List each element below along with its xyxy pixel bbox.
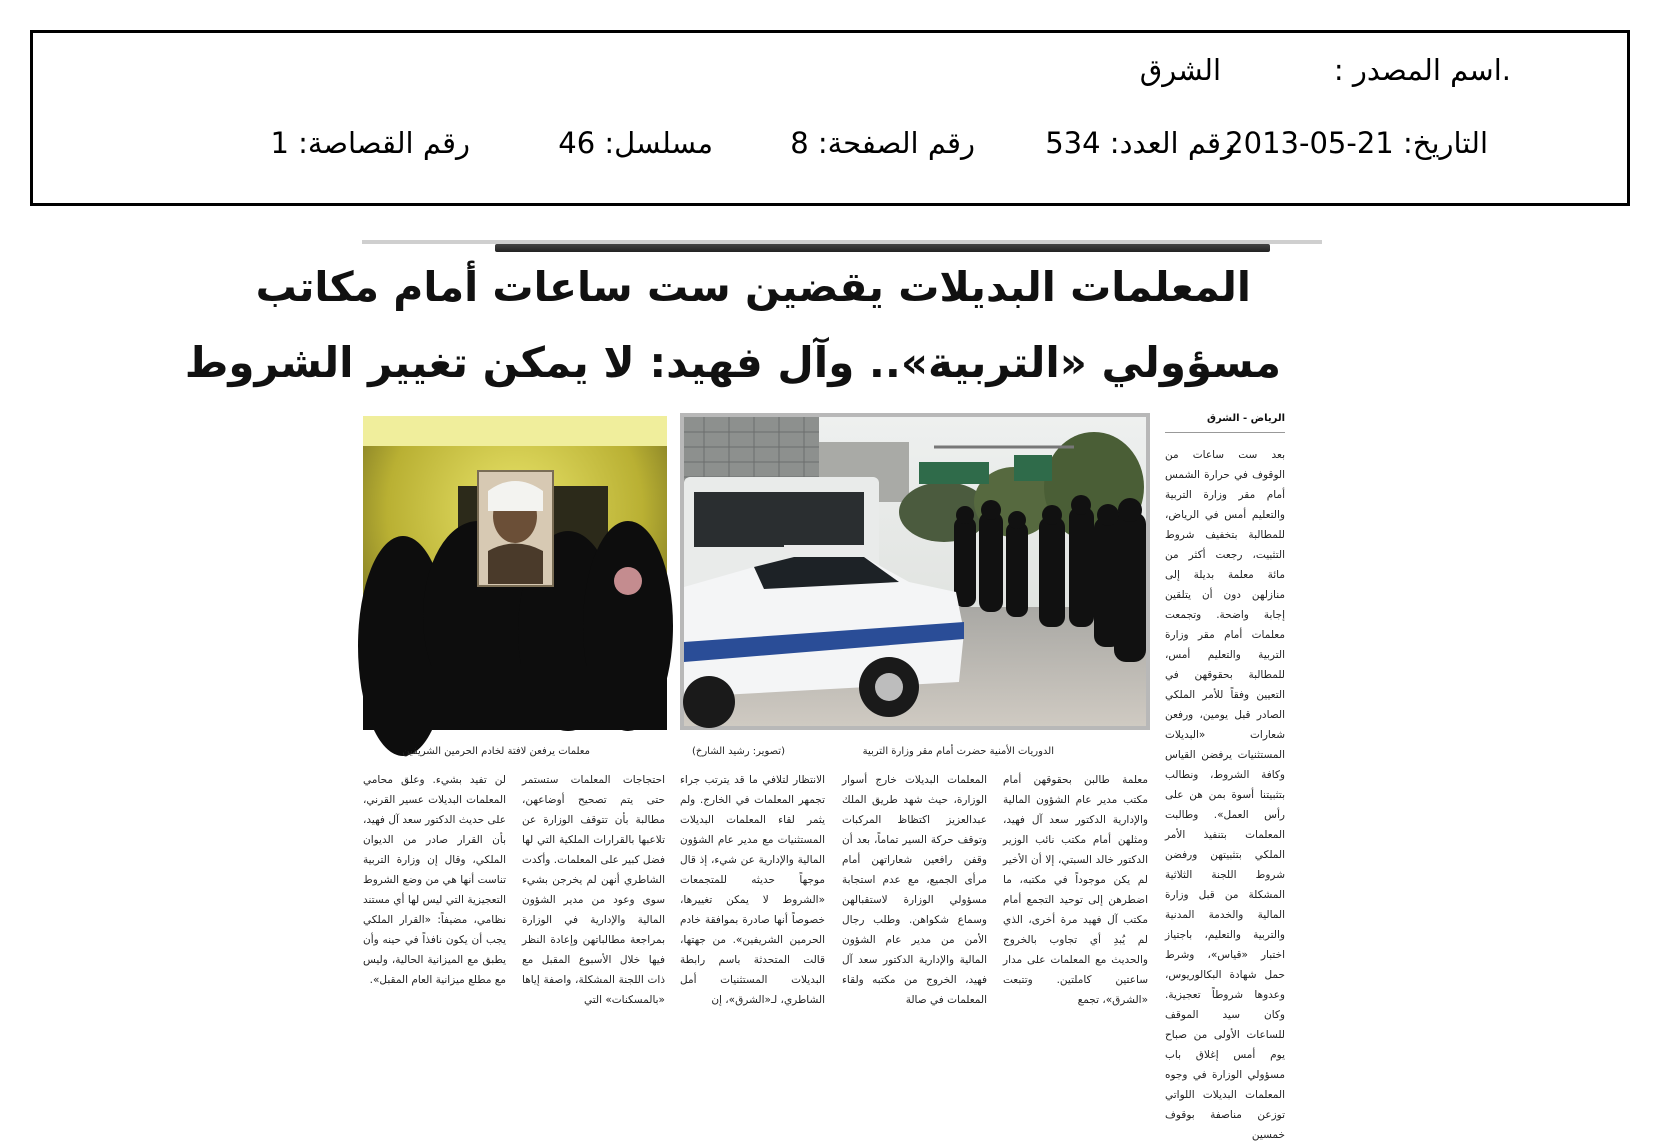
- clip-number-label: رقم القصاصة: 1: [270, 126, 470, 160]
- photo-left-caption: معلمات يرفعن لافتة لخادم الحرمين الشريفين: [402, 746, 590, 757]
- photo-police-car-graphic: [684, 417, 1146, 726]
- photo-police-car: [680, 413, 1150, 730]
- article-column-3-text: المعلمات البديلات خارج أسوار الوزارة، حيث شهد طريق الملك عبدالعزيز اكتظاظ المركبات وتوقف حركة السير تماماً، بعد أن وقفن رافعين شعاراتهن أمام مرأى الجميع، مع عدم استجابة مسؤولي الوزارة لاستقبالهن وسماع شكواهن. وطلب رجال الأمن من مدير عام الشؤون المالية والإدارية الدكتور سعد آل فهيد، الخروج من مكتبه ولقاء المعلمات في صالة: [842, 774, 987, 1006]
- issue-number-label: رقم العدد: 534: [1045, 126, 1235, 160]
- source-label: .اسم المصدر :: [1333, 53, 1511, 87]
- clipping-top-bar: [495, 244, 1270, 252]
- serial-number-label: مسلسل: 46: [558, 126, 713, 160]
- headline-line-1: المعلمات البديلات يقضين ست ساعات أمام مكاتب: [255, 263, 1251, 311]
- date-label: التاريخ: 21-05-2013: [1225, 126, 1488, 160]
- article-column-5-text: احتجاجات المعلمات ستستمر حتى يتم تصحيح أوضاعهن، مطالبة بأن تتوقف الوزارة عن تلاعبها بالقرارات الملكية التي لها فضل كبير على المعلمات. وأكدت الشاطري أنهن لم يخرجن بشيء سوى وعود من مدير الشؤون المالية والإدارية في الوزارة بمراجعة مطالباتهن وإعادة النظر فيها خلال الأسبوع المقبل مع ذات اللجنة المشكلة، واصفة إياها «بالمسكنات» التي: [522, 774, 665, 1006]
- article-column-1: [1165, 445, 1285, 1141]
- byline-rule: [1165, 432, 1285, 433]
- article-column-6: [363, 770, 506, 990]
- article-column-2: [1003, 770, 1148, 1006]
- page-number-label: رقم الصفحة: 8: [790, 126, 975, 160]
- source-value: الشرق: [1139, 53, 1221, 87]
- photo-women-portrait: [363, 416, 667, 730]
- headline-line-2: مسؤولي «التربية».. وآل فهيد: لا يمكن تغيير الشروط: [184, 338, 1281, 387]
- article-column-5: [522, 770, 665, 1006]
- byline: الرياض - الشرق: [1207, 413, 1285, 424]
- photo-credit: (تصوير: رشيد الشارخ): [691, 746, 785, 757]
- article-column-4-text: الانتظار لتلافي ما قد يترتب جراء تجمهر المعلمات في الخارج. ولم يثمر لقاء المعلمات البديلات المستثنيات مع مدير عام الشؤون المالية والإدارية عن شيء، إذ قال موجهاً حديثه للمتجمعات «الشروط لا يمكن تغييرها، خصوصاً أنها صادرة بموافقة خادم الحرمين الشريفين». من جهتها، قالت المتحدثة باسم رابطة البديلات المستثنيات أمل الشاطري، لـ«الشرق»، إن: [680, 774, 825, 1006]
- article-column-1-text: بعد ست ساعات من الوقوف في حرارة الشمس أمام مقر وزارة التربية والتعليم أمس في الرياض، للمطالبة بتخفيف شروط التثبيت، رجعت أكثر من مائة معلمة بديلة إلى منازلهن دون أن يتلقين إجابة واضحة. وتجمعت معلمات أمام مقر وزارة التربية والتعليم أمس، للمطالبة بحقوقهن في التعيين وفقاً للأمر الملكي الصادر قبل يومين، ورفعن شعارات «البديلات المستثنيات يرفضن القياس وكافة الشروط، ونطالب بتثبيتنا أسوة بمن هن على رأس العمل». وطالبت المعلمات بتنفيذ الأمر الملكي بتثبيتهن ورفضن شروط اللجنة الثلاثية المشكلة من قبل وزارة المالية والخدمة المدنية والتربية والتعليم، باجتياز اختبار «قياس»، وشرط حمل شهادة البكالوريوس، وعدوها شروطاً تعجيزية. وكان سيد الموقف للساعات الأولى من صباح يوم أمس إغلاق باب مسؤولي الوزارة في وجوه المعلمات البديلات اللواتي توزعن مناصفة بوقوف خمسين: [1165, 449, 1285, 1141]
- article-column-4: [680, 770, 825, 1006]
- photo-women-portrait-graphic: [363, 416, 667, 730]
- article-column-2-text: معلمة طالبن بحقوقهن أمام مكتب مدير عام الشؤون المالية والإدارية الدكتور سعد آل فهيد، ومثلهن أمام مكتب نائب الوزير الدكتور خالد السبتي، إلا أن الأخير لم يكن موجوداً في مكتبه، ما اضطرهن إلى توحيد التجمع أمام مكتب آل فهيد مرة أخرى، الذي لم يُبدِ أي تجاوب بالخروج والحديث مع المعلمات على مدار ساعتين كاملتين. وتتبعت «الشرق»، تجمع: [1003, 774, 1148, 1006]
- photo-right-caption: الدوريات الأمنية حضرت أمام مقر وزارة التربية: [862, 746, 1054, 757]
- article-column-6-text: لن تفيد بشيء. وعلق محامي المعلمات البديلات عسير القرني، على حديث الدكتور سعد آل فهيد، بأن القرار صادر من الديوان الملكي، وقال إن وزارة التربية تناست أنها هي من وضع الشروط التعجيزية التي ليس لها أي مستند نظامي، مضيفاً: «القرار الملكي يجب أن يكون نافذاً في حينه وأن يطبق مع الميزانية الحالية، وليس مع مطلع ميزانية العام المقبل».: [363, 774, 506, 986]
- article-column-3: [842, 770, 987, 1006]
